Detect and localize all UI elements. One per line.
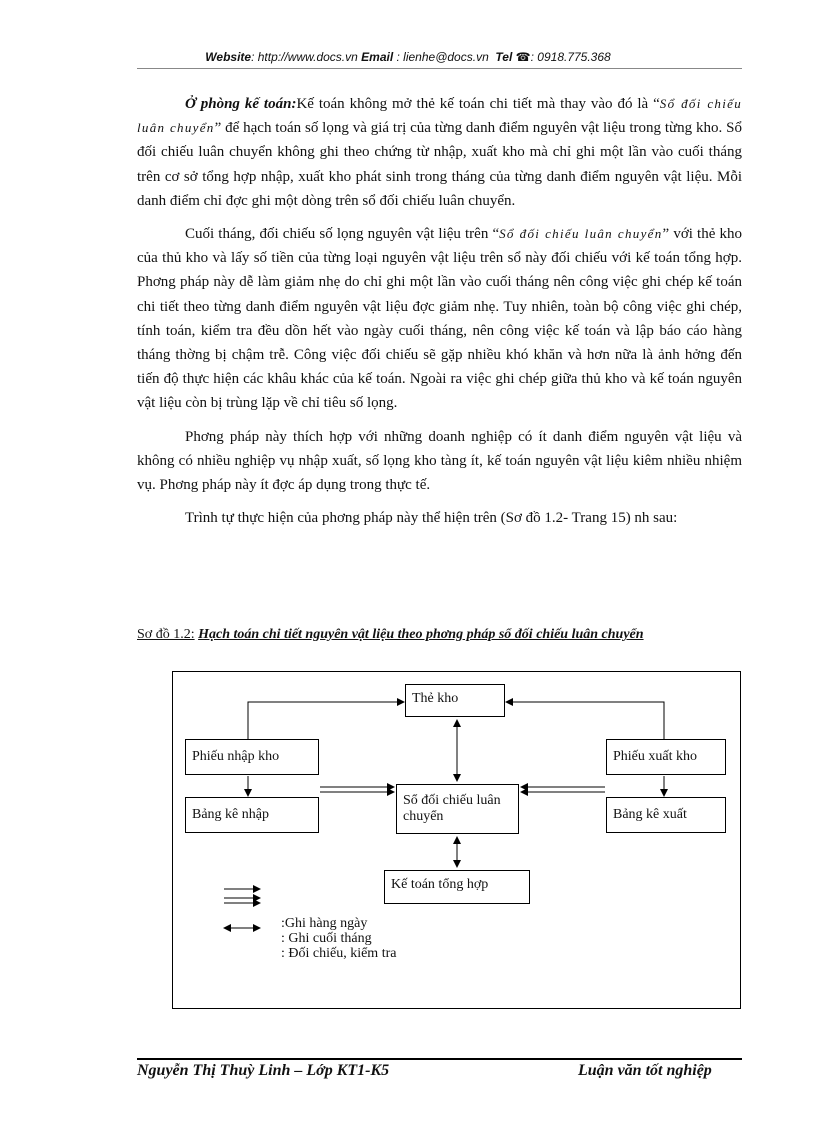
box-so-doi-chieu: Sổ đối chiếu luân chuyển <box>396 784 519 834</box>
p2-quote: Sổ đối chiếu luân chuyển <box>499 226 663 242</box>
website-label: Website <box>205 50 252 64</box>
footer-doc-type: Luận văn tốt nghiệp <box>578 1062 712 1079</box>
caption-title: Hạch toán chi tiết nguyên vật liệu theo phơng pháp sổ đối chiếu luân chuyển <box>198 627 644 642</box>
website-value: : http://www.docs.vn <box>251 50 358 64</box>
box-the-kho: Thẻ kho <box>405 684 505 717</box>
caption-label: Sơ đồ 1.2: <box>137 627 195 642</box>
box-ke-toan-tong-hop: Kế toán tổng hợp <box>384 870 530 904</box>
box-bang-ke-xuat: Bảng kê xuất <box>606 797 726 833</box>
phone-icon: ☎ <box>515 50 531 64</box>
arrow-xuat-to-the-kho <box>506 702 664 739</box>
tel-label: Tel <box>495 50 513 64</box>
email-label: Email <box>361 50 394 64</box>
p2-text-b: ” với thẻ kho của thủ kho và lấy số tiền của từng loại nguyên vật liệu trên sổ này đối chiếu với kế toán tổng hợp. Phơng pháp này dễ làm giảm nhẹ do chỉ ghi một lần vào cuối tháng nên công việc ghi chép kế toán chi tiết theo từng danh điểm nguyên vật liệu đợc giảm nhẹ. Tuy nhiên, toàn bộ công việc ghi chép, tính toán, kiểm tra đều dồn hết vào ngày cuối tháng, nên công việc kế toán và lập báo cáo hàng tháng thờng bị chậm trễ. Công việc đối chiếu sẽ gặp nhiều khó khăn và hơn nữa là ảnh hởng đến tiến độ thực hiện các khâu khác của kế toán. Ngoài ra việc ghi chép giữa thủ kho và kế toán nguyên vật liệu còn bị trùng lặp về chỉ tiêu số lọng. <box>137 226 742 412</box>
footer-divider <box>137 1058 742 1060</box>
p2-text-a: Cuối tháng, đối chiếu số lọng nguyên vật liệu trên “ <box>185 226 500 243</box>
p1-lead: Ở phòng kế toán: <box>185 96 297 112</box>
footer-author: Nguyễn Thị Thuỳ Linh – Lớp KT1-K5 <box>137 1062 390 1079</box>
legend-daily: :Ghi hàng ngày <box>281 916 368 931</box>
legend-check: : Đối chiếu, kiểm tra <box>281 946 397 961</box>
arrow-nhap-to-the-kho <box>248 702 404 739</box>
p1-quote: Sổ đối chiếu luân chuyển <box>137 96 742 136</box>
legend-monthly: : Ghi cuối tháng <box>281 931 372 946</box>
box-phieu-xuat: Phiếu xuất kho <box>606 739 726 775</box>
p1-text-a: Kế toán không mở thẻ kế toán chi tiết mà thay vào đó là “ <box>296 96 660 112</box>
p1-text-b: ” để hạch toán số lọng và giá trị của từng danh điểm nguyên vật liệu trong từng kho. Sổ đối chiếu luân chuyển không ghi theo chứng từ nhập, xuất kho mà chỉ ghi một lần vào cuối tháng trên cơ sở tổng hợp nhập, xuất kho phát sinh trong tháng của từng danh điểm nguyên vật liệu. Mỗi danh điểm chỉ đợc ghi một dòng trên sổ đối chiếu luân chuyển. <box>137 120 742 209</box>
box-bang-ke-nhap: Bảng kê nhập <box>185 797 319 833</box>
paragraph-4: Trình tự thực hiện của phơng pháp này thể hiện trên (Sơ đồ 1.2- Trang 15) nh sau: <box>185 510 678 527</box>
tel-value: : 0918.775.368 <box>530 50 611 64</box>
box-phieu-nhap: Phiếu nhập kho <box>185 739 319 775</box>
paragraph-3: Phơng pháp này thích hợp với những doanh nghiệp có ít danh điểm nguyên vật liệu và không có nhiều nghiệp vụ nhập xuất, số lọng kho tàng ít, kế toán nguyên vật liệu kiêm nhiều nhiệm vụ. Phơng pháp này ít đợc áp dụng trong thực tế. <box>137 428 742 494</box>
email-value: : lienhe@docs.vn <box>393 50 489 64</box>
